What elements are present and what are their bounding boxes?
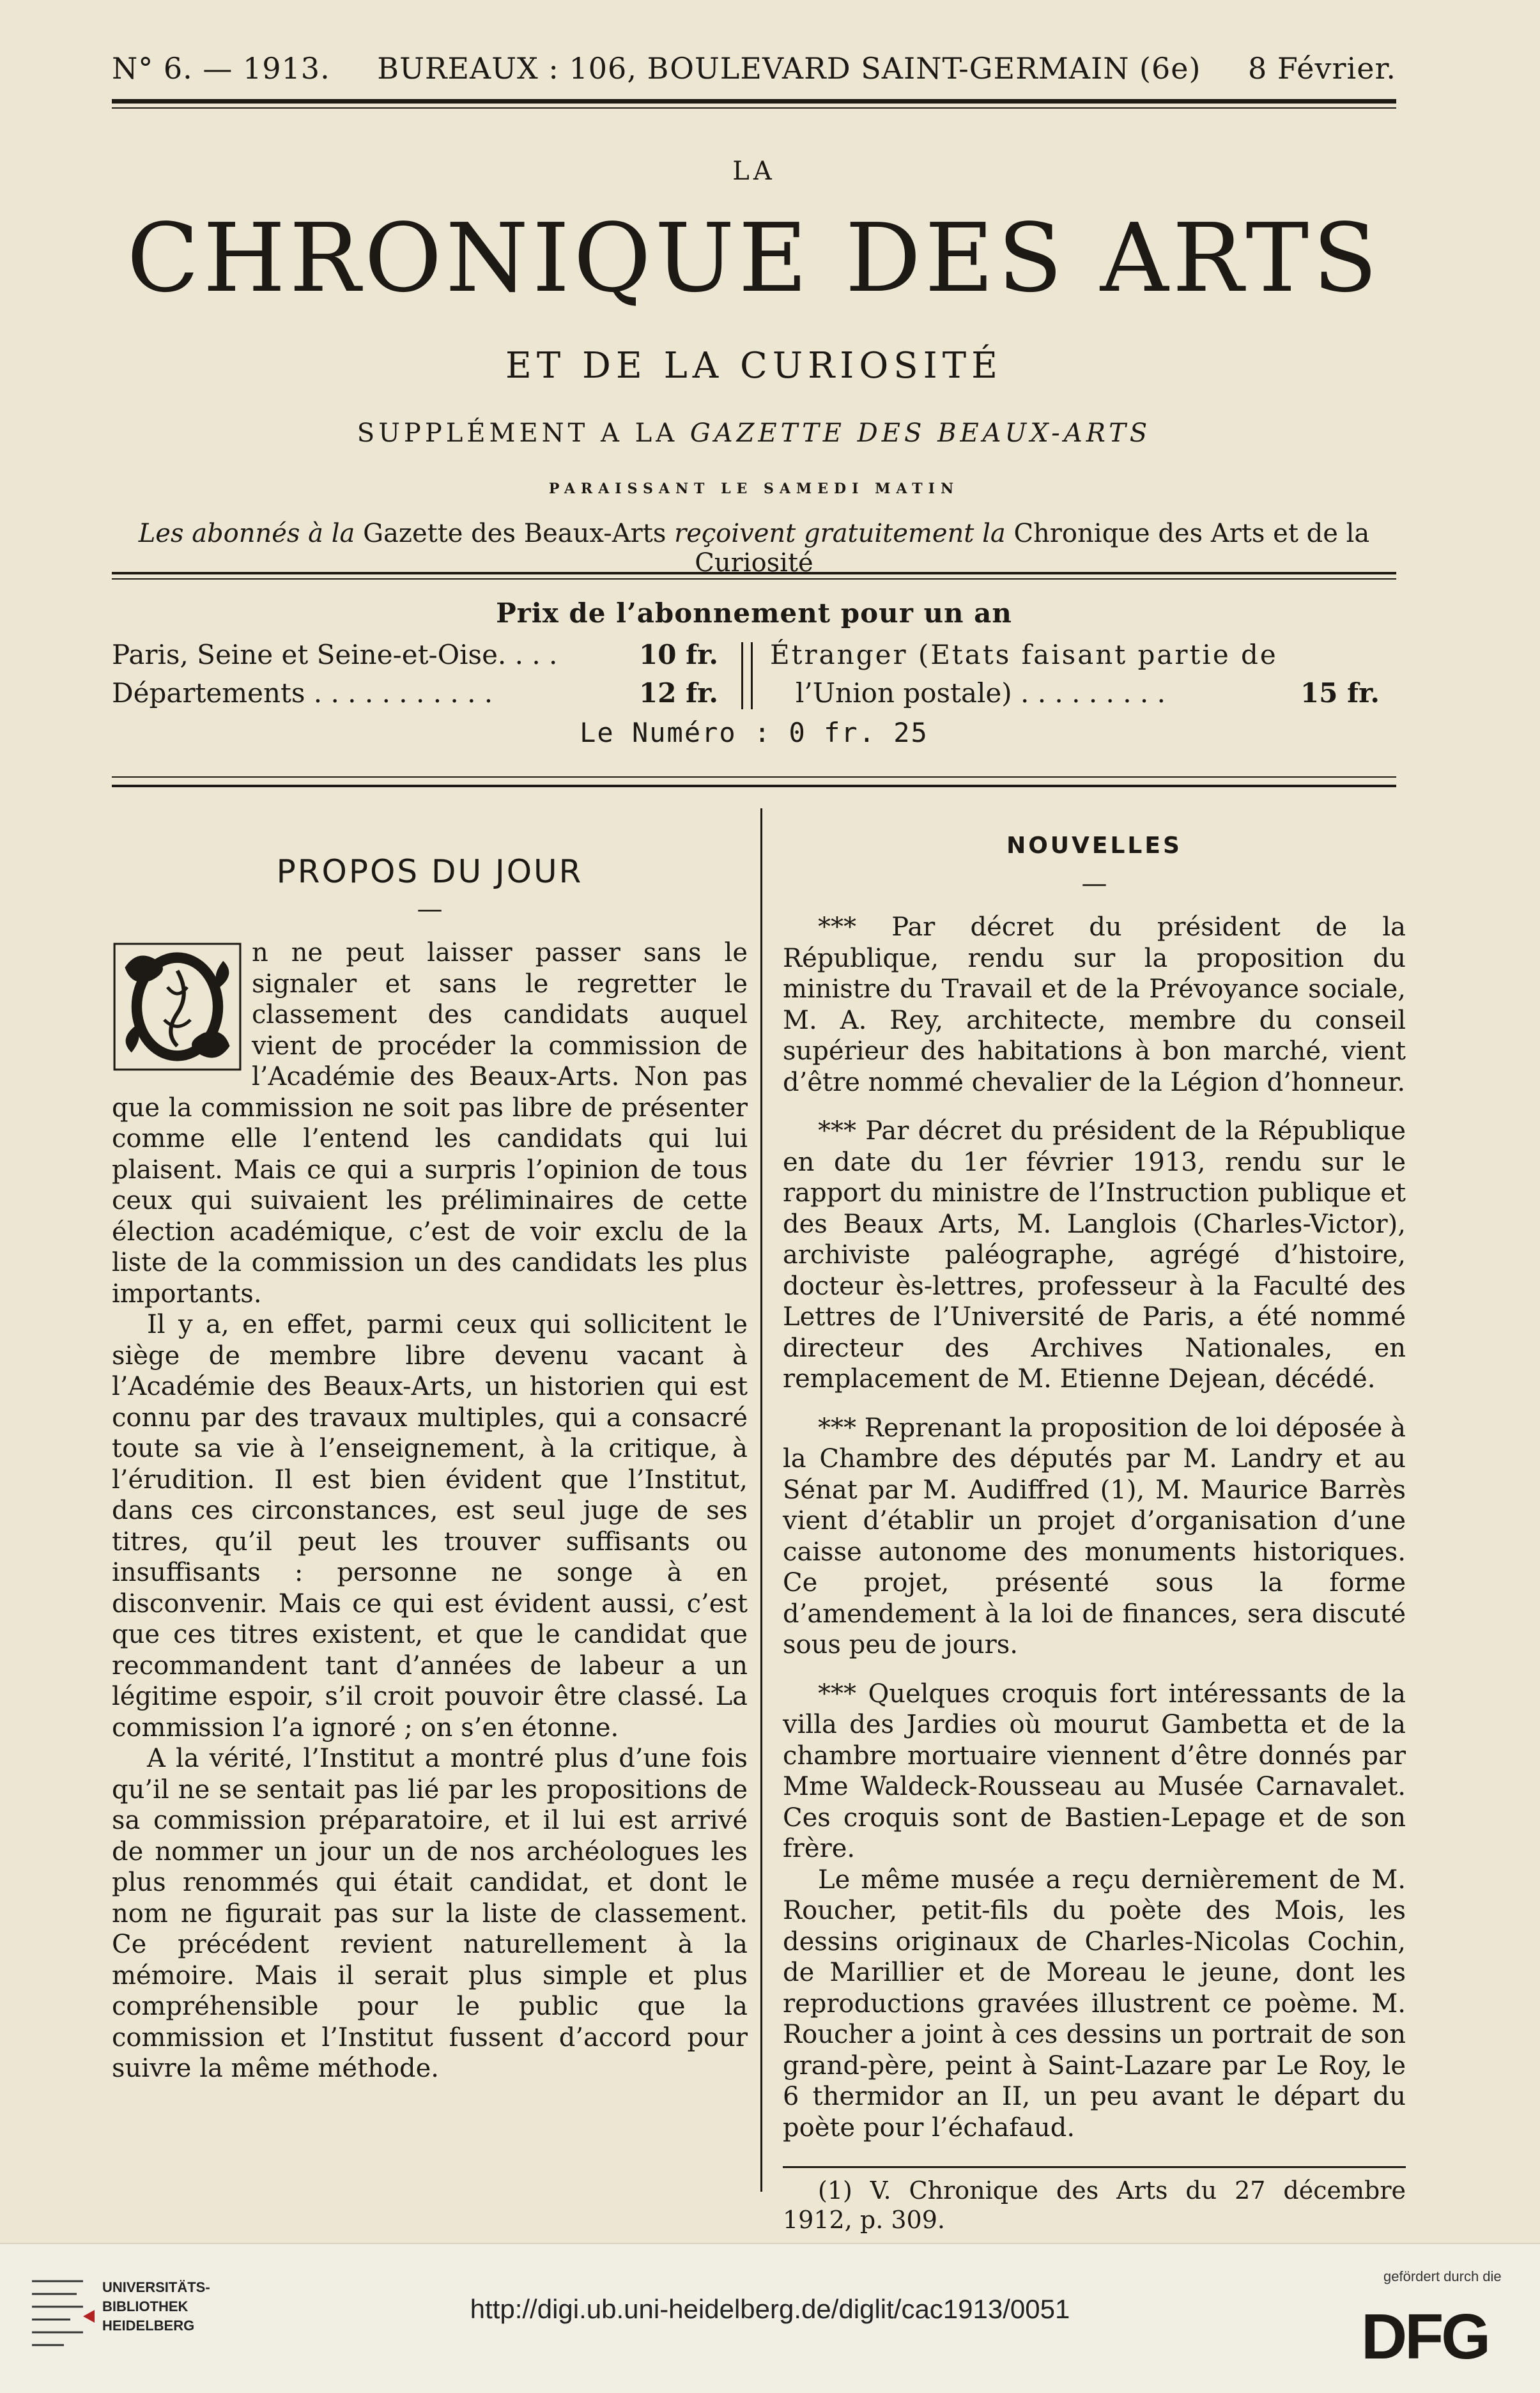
abonnes-part-2: Gazette des Beaux-Arts (363, 519, 666, 548)
news-item-rey: *** Par décret du président de la République, rendu sur la proposition du ministre du Travail et de la Prévoyance sociale, M. A. Rey, architecte, membre du conseil supérieur des habitations à bon marché, vient d’être nommé chevalier de la Légion d’honneur. (783, 912, 1406, 1097)
column-divider (760, 808, 762, 2192)
dfg-caption: gefördert durch die (1383, 2268, 1502, 2284)
parait-line: PARAISSANT LE SAMEDI MATIN (548, 481, 960, 497)
masthead-rule-thin (112, 578, 1396, 580)
prix-paris-value (639, 639, 718, 670)
header-rule (112, 99, 1396, 104)
propos-paragraph-2: Il y a, en effet, parmi ceux qui sollicitent le siège de membre libre devenu vacant à l’Académie des Beaux-Arts, un historien qui est connu par des travaux multiples, qui a consacré toute sa vie à l’enseignement, à la critique, à l’érudition. Il est bien évident que l’Institut, dans ces circonstances, est seul juge de ses titres, qu’il peut les trouver suffisants ou insuffisants : personne ne songe à en disconvenir. Mais ce qui est évident aussi, c’est que ces titres existent, et que le candidat que recommandent tant d’années de labeur a un légitime espoir, s’il croit pouvoir être classé. La commission l’a ignoré ; on s’en étonne. (112, 1310, 748, 1743)
prix-dept-label: Départements . . . . . . . . . . . (112, 677, 493, 709)
nouvelles-dash: — (1081, 868, 1107, 898)
bureaux-address: BUREAUX : 106, BOULEVARD SAINT-GERMAIN (6e) (377, 51, 1201, 86)
header-line (112, 51, 1396, 86)
propos-heading: PROPOS DU JOUR (276, 853, 583, 890)
left-column (112, 831, 748, 2084)
prix-rule-2 (112, 785, 1396, 787)
right-column (783, 831, 1406, 2235)
prix-paris-label: Paris, Seine et Seine-et-Oise. . . . (112, 639, 558, 670)
supplement-gazette: GAZETTE DES BEAUX-ARTS (689, 419, 1151, 448)
numero-price: Le Numéro : 0 fr. 25 (580, 717, 928, 748)
abonnes-line (112, 519, 1396, 578)
header-rule-thin (112, 107, 1396, 109)
issue-date: 8 Février. (1248, 51, 1396, 86)
prix-divider-1 (741, 642, 743, 709)
prix-rule-1 (112, 776, 1396, 778)
prix-etranger-label-2: l’Union postale) . . . . . . . . . (796, 677, 1166, 709)
prix-title: Prix de l’abonnement pour un an (496, 597, 1012, 629)
propos-paragraph-1: n ne peut laisser passer sans le signaler et sans le regretter le classement des candidats auquel vient de procéder la commission de l’Académie des Beaux-Arts. Non pas que la commission ne soit pas libre de présenter comme elle l’entend les candidats qui lui plaisent. Mais ce qui a surpris l’opinion de tous ceux qui suivaient les préliminaires de cette élection académique, c’est de voir exclu de la liste de la commission un des candidats les plus importants. (112, 938, 748, 1309)
masthead-subtitle: ET DE LA CURIOSITÉ (505, 345, 1003, 387)
university-name-line-2: BIBLIOTHEK (102, 2298, 189, 2314)
news-item-langlois: *** Par décret du président de la République en date du 1er février 1913, rendu sur le rapport du ministre de l’Instruction publique et des Beaux Arts, M. Langlois (Charles-Victor), archiviste paléographe, agrégé d’histoire, docteur ès-lettres, professeur à la Faculté des Lettres de l’Université de Paris, a été nommé directeur des Archives Nationales, en remplacement de M. Etienne Dejean, décédé. (783, 1116, 1406, 1394)
university-name-line-1: UNIVERSITÄTS- (102, 2279, 210, 2295)
supplement-line (112, 419, 1396, 448)
prix-divider-2 (751, 642, 753, 709)
footnote: (1) V. Chronique des Arts du 27 décembre 1912, p. 309. (783, 2176, 1406, 2234)
masthead-la: LA (732, 157, 776, 186)
prix-paris-amount: 10 fr. (639, 639, 719, 670)
supplement-prefix: SUPPLÉMENT A LA (357, 419, 679, 448)
news-item-barres: *** Reprenant la proposition de loi déposée à la Chambre des députés par M. Landry et au Sénat par M. Audiffred (1), M. Maurice Barrès vient d’établir un projet d’organisation d’une caisse autonome des monuments historiques. Ce projet, présenté sous la forme d’amendement à la loi de finances, sera discuté sous peu de jours. (783, 1413, 1406, 1659)
masthead-title: CHRONIQUE DES ARTS (127, 203, 1382, 313)
prix-dept-amount: 12 fr. (639, 677, 719, 709)
propos-paragraph-3: A la vérité, l’Institut a montré plus d’une fois qu’il ne se sentait pas lié par les propositions de sa commission préparatoire, et il lui est arrivé de nommer un jour un de nos archéologues les plus renommés qui était candidat, et dont le nom ne figurait pas sur la liste de classement. Ce précédent revient naturellement à la mémoire. Mais il serait plus simple et plus compréhensible pour le public que la commission et l’Institut fussent d’accord pour suivre la même méthode. (112, 1744, 748, 2083)
masthead-rule (112, 572, 1396, 574)
dfg-logo: DFG (1361, 2301, 1489, 2373)
abonnes-part-4: Chronique des Arts et de la Curiosité (695, 519, 1370, 578)
news-item-jardies: *** Quelques croquis fort intéressants de la villa des Jardies où mourut Gambetta et de la chambre mortuaire viennent d’être donnés par Mme Waldeck-Rousseau au Musée Carnavalet. Ces croquis sont de Bastien-Lepage et de son frère. (783, 1679, 1406, 1863)
prix-etranger-label-1: Étranger (Etats faisant partie de (770, 639, 1278, 670)
footnote-rule (783, 2166, 1406, 2168)
nouvelles-heading: NOUVELLES (1006, 833, 1182, 859)
dropcap-o-icon (112, 941, 243, 1072)
university-name-line-3: HEIDELBERG (102, 2318, 195, 2334)
news-item-roucher: Le même musée a reçu dernièrement de M. Roucher, petit-fils du poète des Mois, les dessins originaux de Charles-Nicolas Cochin, de Marillier et de Moreau le jeune, dont les reproductions gravées illustrent ce poème. M. Roucher a joint à ces dessins un portrait de son grand-père, peint à Saint-Lazare par Le Roy, le 6 thermidor an II, un peu avant le départ du poète pour l’échafaud. (783, 1865, 1406, 2143)
abonnes-part-3: reçoivent gratuitement la (674, 519, 1006, 548)
issue-number: N° 6. — 1913. (112, 51, 330, 86)
abonnes-part-1: Les abonnés à la (138, 519, 355, 548)
prix-dept-value (639, 677, 718, 709)
propos-dash: — (417, 894, 443, 924)
prix-etranger-amount: 15 fr. (1300, 677, 1380, 709)
source-url-link[interactable]: http://digi.ub.uni-heidelberg.de/diglit/cac1913/0051 (470, 2294, 1070, 2324)
prix-etranger-value (1300, 677, 1380, 709)
